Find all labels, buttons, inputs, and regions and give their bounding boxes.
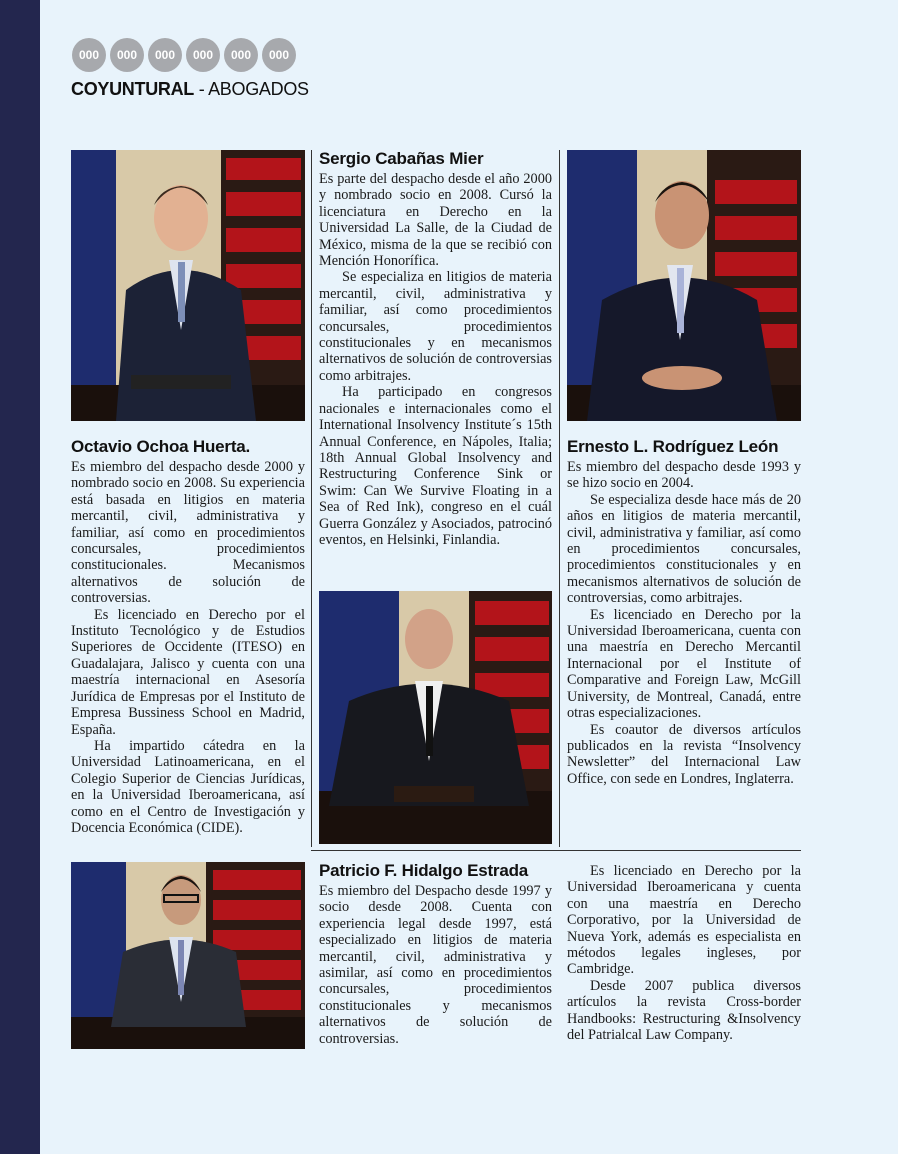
photo-patricio (71, 862, 305, 1049)
paragraph: Es parte del despacho desde el año 2000 y nombrado socio en 2008. Cursó la licenciatura en Derecho en la Universidad La Salle, de la Ciudad de México, misma de la que se recibió con Mención Honorífica. (319, 171, 552, 270)
page-number-badge: 000 (72, 38, 106, 72)
photo-octavio (71, 150, 305, 421)
section-title (71, 79, 309, 100)
paragraph: Se especializa en litigios de materia mercantil, civil, administrativa y familiar, así como procedimientos concursales, procedimientos constitucionales y en mecanismos alternativos de solución de controversias como arbitrajes. (319, 269, 552, 384)
column-divider (311, 150, 312, 847)
profile-patricio-continued (567, 863, 801, 1043)
page-edge-band (0, 0, 40, 1154)
paragraph: Es licenciado en Derecho por el Instituto Tecnológico y de Estudios Superiores de Occidente (ITESO) en Guadalajara, Jalisco y cuenta con una maestría internacional en Asesoría Jurídica de Empresas por el Instituto de Empresa Bussiness School en Madrid, España. (71, 606, 305, 738)
profile-ernesto (567, 436, 801, 787)
paragraph: Es miembro del despacho desde 1993 y se hizo socio en 2004. (567, 459, 801, 492)
paragraph: Se especializa desde hace más de 20 años en litigios de materia mercantil, civil, administrativa y familiar, así como en procedimientos concursales, procedimientos constitucionales y en mecanismos alternativos de solución de controversias, como arbitrajes. (567, 491, 801, 607)
profile-name: Patricio F. Hidalgo Estrada (319, 861, 529, 880)
paragraph: Ha impartido cátedra en la Universidad Latinoamericana, en el Colegio Superior de Ciencias Jurídicas, en la Universidad Iberoamericana, así como en el Centro de Investigación y Docencia Económica (CIDE). (71, 737, 305, 836)
paragraph: Es coautor de diversos artículos publicados en la revista “Insolvency Newsletter” del Internacional Law Office, con sede en Londres, Inglaterra. (567, 721, 801, 787)
photo-sergio (319, 591, 552, 844)
profile-name: Ernesto L. Rodríguez León (567, 437, 779, 456)
page-number-badge: 000 (262, 38, 296, 72)
column-divider (559, 150, 560, 847)
profile-name: Sergio Cabañas Mier (319, 149, 484, 168)
profile-sergio (319, 148, 552, 548)
page-number-badges (72, 38, 296, 72)
paragraph: Es miembro del despacho desde 2000 y nombrado socio en 2008. Su experiencia está basada en litigios en materia mercantil, civil, administrativa y familiar, así como en procedimientos concursales, procedimientos constitucionales. Mecanismos alternativos de solución de controversias. (71, 459, 305, 607)
page-number-badge: 000 (148, 38, 182, 72)
paragraph: Es licenciado en Derecho por la Universidad Iberoamericana y cuenta con una maestría en Derecho Corporativo, por la Universidad de Nueva York, además es especialista en métodos legales ingleses, por Cambridge. (567, 863, 801, 978)
page-number-badge: 000 (224, 38, 258, 72)
profile-name: Octavio Ochoa Huerta. (71, 437, 251, 456)
profile-patricio (319, 860, 552, 1047)
paragraph: Ha participado en congresos nacionales e internacionales como el International Insolvency Institute´s 15th Annual Conference, en Nápoles, Italia; 18th Annual Global Insolvency and Restructuring Conference Sink or Swim: Can We Survive Floating in a Sea of Red Ink), congreso en el cuál Guerra González y Asociados, patrocinó eventos, en Helsinki, Finlandia. (319, 384, 552, 548)
profile-octavio (71, 436, 305, 836)
photo-ernesto (567, 150, 801, 421)
paragraph: Es miembro del Despacho desde 1997 y socio desde 2008. Cuenta con experiencia legal desde 1997, está especializado en litigios de materia mercantil, civil, administrativa y asimilar, así como en procedimientos concursales, procedimientos constitucionales y mecanismos alternativos de solución de controversias. (319, 883, 552, 1047)
section-divider (311, 850, 801, 851)
section-title-rest: - ABOGADOS (194, 79, 309, 99)
paragraph: Es licenciado en Derecho por la Universidad Iberoamericana, cuenta con una maestría en Derecho Mercantil Internacional por el Institute of Comparative and Foreign Law, McGill University, de Montreal, Canadá, entre otras especializaciones. (567, 606, 801, 722)
page-number-badge: 000 (186, 38, 220, 72)
paragraph: Desde 2007 publica diversos artículos la revista Cross-border Handbooks: Restructuring &Insolvency del Patrialcal Law Company. (567, 977, 801, 1044)
page-number-badge: 000 (110, 38, 144, 72)
section-title-bold: COYUNTURAL (71, 79, 194, 99)
